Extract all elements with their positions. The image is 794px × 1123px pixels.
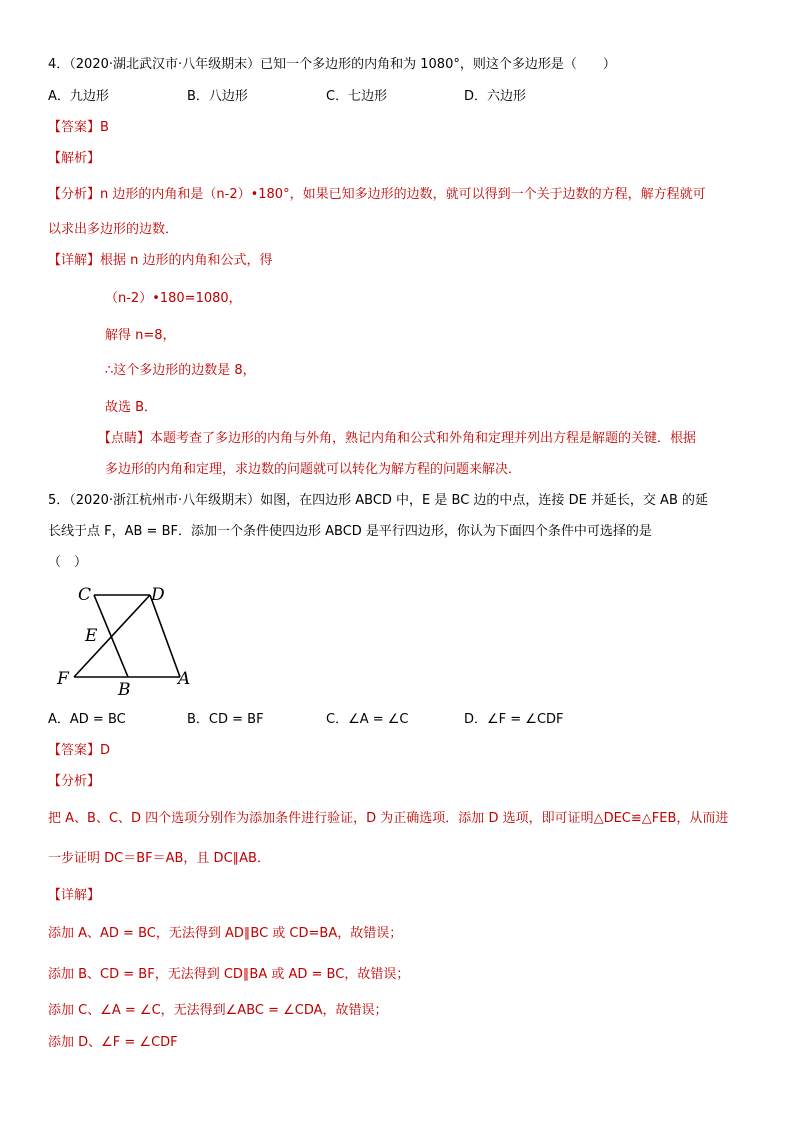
- q4-detail-text: 根据 n 边形的内角和公式，得: [100, 253, 273, 268]
- q4-analysis-tag: 【解析】: [48, 151, 101, 166]
- label-b: B: [118, 680, 131, 700]
- q4-answer-line: [48, 119, 109, 137]
- q4-option-c: C．七边形: [326, 89, 388, 104]
- q5-answer-tag: 【答案】: [48, 743, 101, 758]
- q5-detail-c: 添加 C、∠A = ∠C，无法得到∠ABC = ∠CDA，故错误；: [48, 1003, 388, 1018]
- q4-option-d: D．六边形: [464, 89, 527, 104]
- q5-answer: D: [100, 743, 111, 758]
- q4-fenxi-line1: [48, 186, 706, 204]
- q4-stem: 4．（2020·湖北武汉市·八年级期末）已知一个多边形的内角和为 1080°，则这个多边形是（ ）: [48, 57, 616, 72]
- q5-detail-a: 添加 A、AD = BC，无法得到 AD∥BC 或 CD=BA，故错误；: [48, 926, 403, 941]
- segment-da: [150, 595, 180, 677]
- q5-figure: [52, 582, 212, 702]
- q5-detail-d: 添加 D、∠F = ∠CDF: [48, 1035, 178, 1050]
- q5-detail-tag: 【详解】: [48, 888, 101, 903]
- q4-answer-tag: 【答案】: [48, 120, 101, 135]
- label-e: E: [85, 626, 98, 646]
- q4-comment-text1: 本题考查了多边形的内角与外角，熟记内角和公式和外角和定理并列出方程是解题的关键．根据: [150, 431, 697, 446]
- q5-stem-3: （ ）: [48, 555, 88, 570]
- q5-detail-b: 添加 B、CD = BF，无法得到 CD∥BA 或 AD = BC，故错误；: [48, 967, 410, 982]
- label-a: A: [178, 669, 191, 689]
- label-c: C: [78, 585, 92, 605]
- q4-step-3: ∴这个多边形的边数是 8，: [105, 363, 256, 378]
- q5-fenxi-text1: 把 A、B、C、D 四个选项分别作为添加条件进行验证，D 为正确选项．添加 D 选项，即可证明△DEC≌△FEB，从而进: [48, 811, 729, 826]
- q5-stem-1: 5．（2020·浙江杭州市·八年级期末）如图，在四边形 ABCD 中，E 是 BC 边的中点，连接 DE 并延长，交 AB 的延: [48, 493, 708, 508]
- q5-option-b: B．CD = BF: [187, 712, 264, 727]
- q4-comment-text2: 多边形的内角和定理，求边数的问题就可以转化为解方程的问题来解决．: [105, 462, 522, 477]
- q5-option-c: C．∠A = ∠C: [326, 712, 409, 727]
- q4-detail-tag: 【详解】: [48, 253, 101, 268]
- q5-answer-line: [48, 742, 110, 760]
- q4-detail-line: [48, 252, 273, 270]
- q5-option-d: D．∠F = ∠CDF: [464, 712, 564, 727]
- q5-fenxi-tag: 【分析】: [48, 774, 101, 789]
- label-f: F: [57, 669, 69, 689]
- q4-step-1: （n-2）•180=1080，: [105, 291, 242, 306]
- q5-option-a: A．AD = BC: [48, 712, 126, 727]
- q4-fenxi-text1: n 边形的内角和是（n-2）•180°，如果已知多边形的边数，就可以得到一个关于边数的方程，解方程就可: [100, 187, 706, 202]
- label-d: D: [151, 585, 165, 605]
- q4-step-2: 解得 n=8，: [105, 328, 176, 343]
- q5-fenxi-text2: 一步证明 DC＝BF＝AB，且 DC∥AB．: [48, 851, 270, 866]
- q4-answer: B: [100, 120, 109, 135]
- q4-fenxi-text2: 以求出多边形的边数．: [48, 222, 179, 237]
- q4-fenxi-tag: 【分析】: [48, 187, 101, 202]
- q4-comment-tag: 【点睛】: [98, 431, 151, 446]
- q4-step-4: 故选 B．: [105, 400, 158, 415]
- q5-stem-2: 长线于点 F，AB = BF．添加一个条件使四边形 ABCD 是平行四边形，你认为下面四个条件中可选择的是: [48, 524, 652, 539]
- q4-option-b: B．八边形: [187, 89, 248, 104]
- q4-option-a: A．九边形: [48, 89, 109, 104]
- q4-comment-line1: [98, 430, 696, 448]
